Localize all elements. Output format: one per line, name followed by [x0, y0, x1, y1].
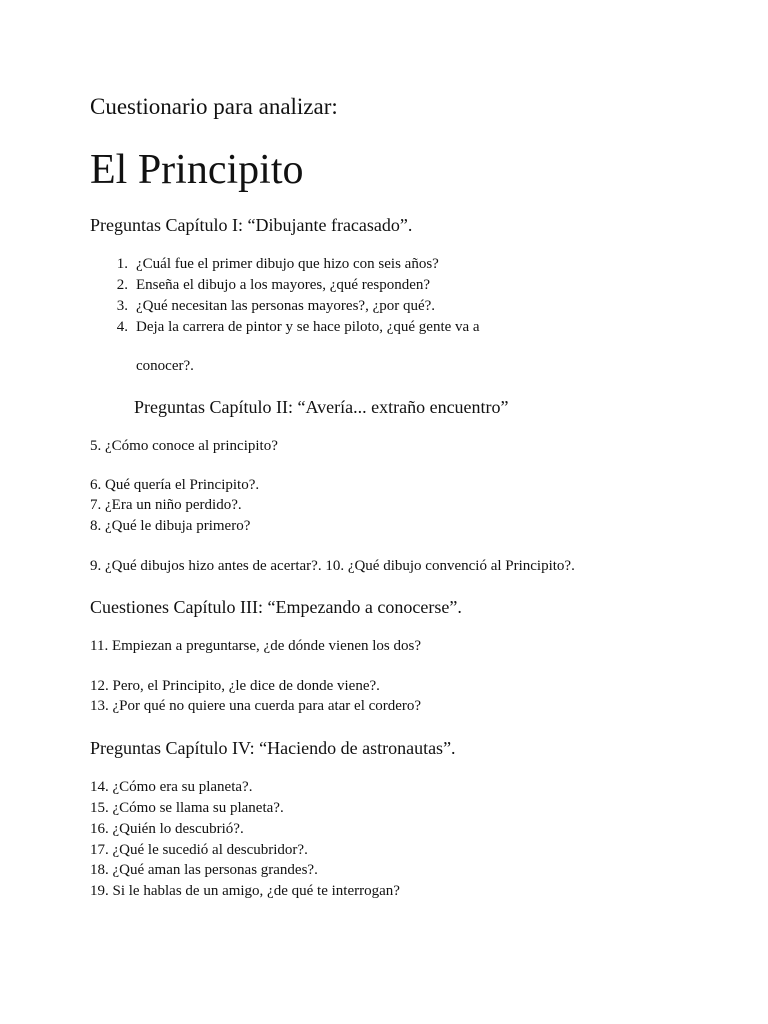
question-line: 5. ¿Cómo conoce al principito? [90, 438, 278, 454]
question-line: 19. Si le hablas de un amigo, ¿de qué te interrogan? [90, 883, 400, 899]
item-text: ¿Qué necesitan las personas mayores?, ¿por qué?. [136, 298, 436, 314]
question-line: 15. ¿Cómo se llama su planeta?. [90, 800, 284, 816]
chapter1-item-continuation: conocer?. [136, 358, 194, 374]
item-text: ¿Cuál fue el primer dibujo que hizo con seis años? [136, 256, 439, 272]
question-line: 12. Pero, el Principito, ¿le dice de donde viene?. [90, 678, 380, 694]
question-line: 8. ¿Qué le dibuja primero? [90, 518, 251, 534]
question-line: 13. ¿Por qué no quiere una cuerda para atar el cordero? [90, 698, 422, 714]
question-line: 9. ¿Qué dibujos hizo antes de acertar?. 10. ¿Qué dibujo convenció al Principito?. [90, 558, 575, 574]
question-line: 17. ¿Qué le sucedió al descubridor?. [90, 842, 308, 858]
chapter1-item [106, 277, 430, 294]
item-number: 1. [116, 256, 128, 272]
question-line: 14. ¿Cómo era su planeta?. [90, 779, 253, 795]
document-subtitle: Cuestionario para analizar: [90, 94, 338, 119]
chapter1-item [106, 256, 439, 273]
chapter4-heading: Preguntas Capítulo IV: “Haciendo de astronautas”. [90, 738, 456, 758]
question-line: 6. Qué quería el Principito?. [90, 477, 260, 493]
question-line: 11. Empiezan a preguntarse, ¿de dónde vienen los dos? [90, 638, 421, 654]
item-text: Deja la carrera de pintor y se hace piloto, ¿qué gente va a [136, 319, 480, 335]
question-line: 18. ¿Qué aman las personas grandes?. [90, 862, 318, 878]
document-title: El Principito [90, 147, 304, 193]
chapter1-item [106, 298, 435, 315]
chapter1-heading: Preguntas Capítulo I: “Dibujante fracasado”. [90, 215, 413, 235]
item-number: 4. [116, 319, 128, 335]
chapter3-heading: Cuestiones Capítulo III: “Empezando a conocerse”. [90, 597, 462, 617]
chapter1-item [106, 319, 480, 336]
question-line: 7. ¿Era un niño perdido?. [90, 497, 242, 513]
question-line: 16. ¿Quién lo descubrió?. [90, 821, 244, 837]
item-number: 3. [116, 298, 128, 314]
item-text: Enseña el dibujo a los mayores, ¿qué responden? [136, 277, 431, 293]
item-number: 2. [116, 277, 128, 293]
chapter2-heading: Preguntas Capítulo II: “Avería... extraño encuentro” [134, 397, 509, 417]
